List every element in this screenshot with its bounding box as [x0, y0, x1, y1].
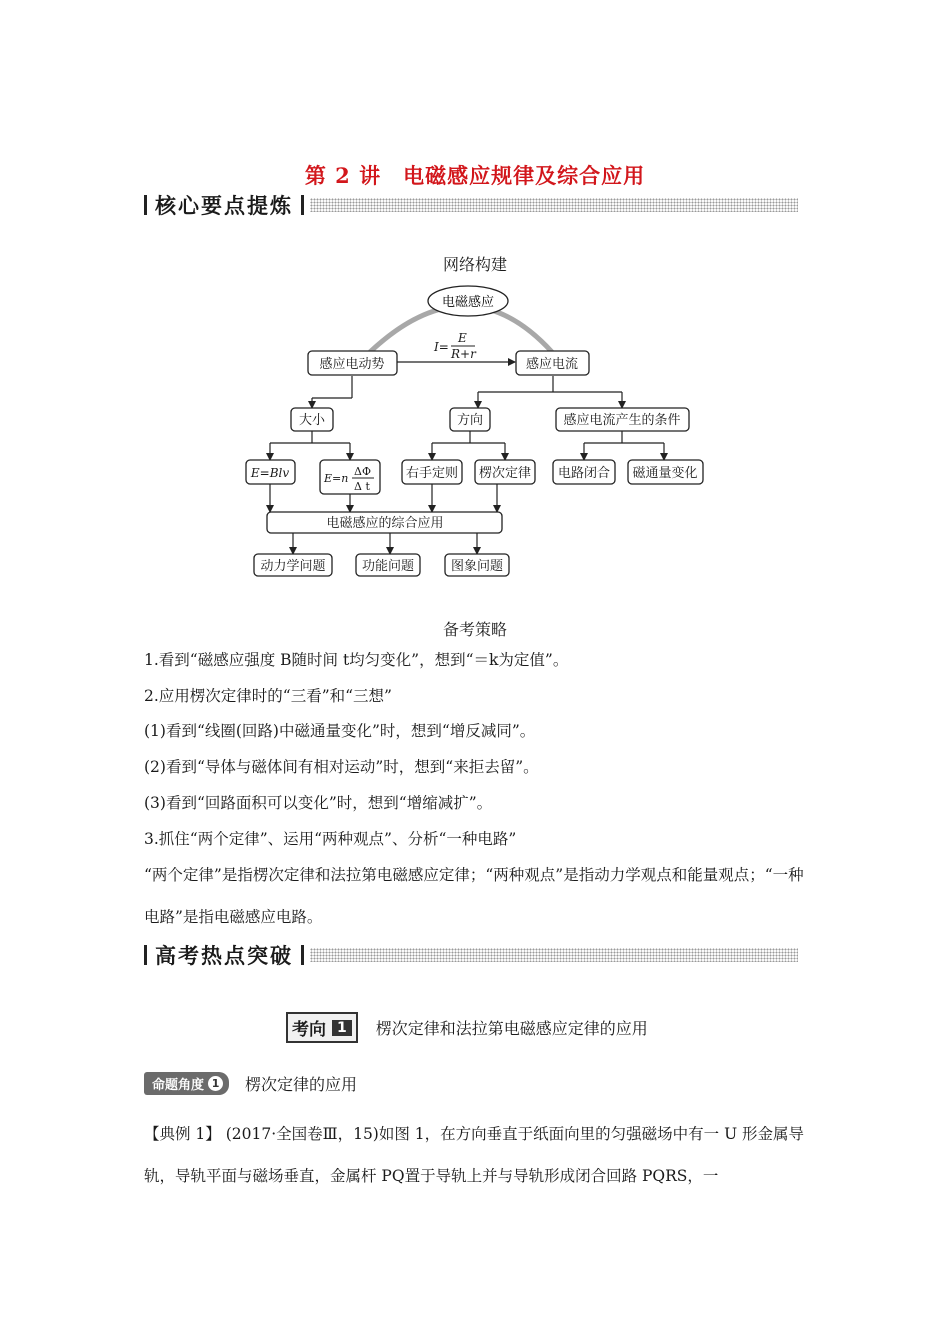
node-lenz-label: 楞次定律 [478, 466, 532, 481]
network-label: 网络构建 [442, 255, 507, 274]
strategy-line-1: 1.看到“磁感应强度 B随时间 t均匀变化”，想到“＝k为定值”。 [144, 651, 569, 669]
strategy-paragraph: “两个定律”是指楞次定律和法拉第电磁感应定律；“两种观点”是指动力学观点和能量观点；“一种电路”是指电磁感应电路。 [144, 866, 804, 926]
node-emf-label: 感应电动势 [319, 357, 385, 372]
section-bar-left [144, 945, 147, 965]
mingti-heading [144, 1072, 357, 1095]
strategy-line-4: (2)看到“导体与磁体间有相对运动”时，想到“来拒去留”。 [144, 758, 539, 776]
formula-I: I= [434, 340, 449, 354]
node-condition-label: 感应电流产生的条件 [563, 413, 681, 428]
node-right-hand-label: 右手定则 [405, 466, 459, 481]
node-energy-label: 功能问题 [361, 559, 415, 574]
faraday-numerator: ΔΦ [354, 465, 371, 478]
strategy-line-5: (3)看到“回路面积可以变化”时，想到“增缩减扩”。 [144, 794, 493, 812]
formula-denominator: R+r [451, 347, 476, 361]
node-dynamics-label: 动力学问题 [260, 559, 326, 574]
strategy-line-6: 3.抓住“两个定律”、运用“两种观点”、分析“一种电路” [144, 830, 517, 848]
strategy-line-2: 2.应用楞次定律时的“三看”和“三想” [144, 687, 392, 705]
node-current-label: 感应电流 [525, 357, 579, 372]
mingti-text: 楞次定律的应用 [245, 1075, 358, 1094]
node-blv-label: E=Blv [250, 466, 290, 480]
node-size-label: 大小 [298, 413, 326, 428]
page-title: 第 2 讲 电磁感应规律及综合应用 [304, 163, 646, 188]
strategy-label: 备考策略 [442, 620, 507, 639]
mingti-number: 1 [208, 1076, 223, 1091]
section-dotted-rule [310, 948, 798, 962]
kaoxiang-text: 楞次定律和法拉第电磁感应定律的应用 [375, 1019, 648, 1038]
kaoxiang-badge [286, 1012, 358, 1043]
mingti-badge [144, 1072, 229, 1095]
formula-numerator: E [458, 331, 467, 345]
node-em-induction-label: 电磁感应 [441, 295, 495, 310]
node-graph-label: 图象问题 [450, 559, 504, 574]
mingti-label: 命题角度 [152, 1078, 205, 1093]
node-comprehensive-label: 电磁感应的综合应用 [326, 516, 444, 531]
kaoxiang-label: 考向 [292, 1020, 326, 1040]
section-bar-right [301, 945, 304, 965]
faraday-denominator: Δ t [354, 480, 370, 493]
section-title: 核心要点提炼 [155, 194, 293, 218]
section-title: 高考热点突破 [155, 944, 293, 968]
node-closed-label: 电路闭合 [557, 466, 611, 481]
kaoxiang-number: 1 [332, 1020, 352, 1036]
faraday-prefix: E=n [324, 472, 349, 485]
node-flux-change-label: 磁通量变化 [632, 466, 698, 481]
kaoxiang-heading [286, 1012, 648, 1043]
node-direction-label: 方向 [456, 413, 484, 428]
section-header-hot [144, 940, 798, 970]
example-paragraph: 【典例 1】 (2017·全国卷Ⅲ，15)如图 1，在方向垂直于纸面向里的匀强磁场中有一 U 形金属导轨，导轨平面与磁场垂直，金属杆 PQ置于导轨上并与导轨形成闭合回路 PQRS，一 [144, 1125, 805, 1185]
strategy-line-3: (1)看到“线圈(回路)中磁通量变化”时，想到“增反减同”。 [144, 722, 536, 740]
